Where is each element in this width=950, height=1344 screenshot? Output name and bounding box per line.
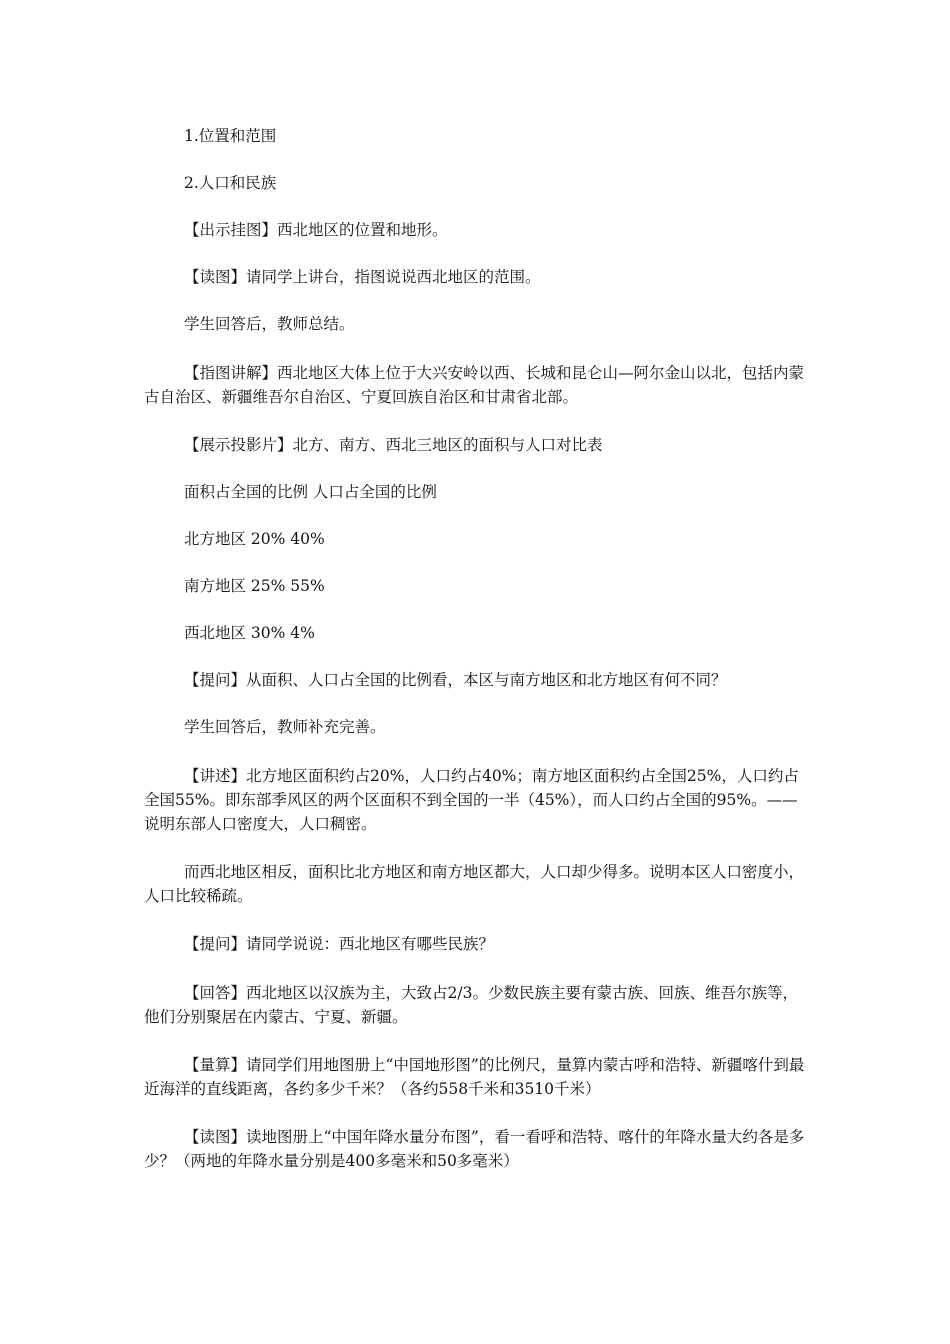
paragraph-show-slide: 【展示投影片】北方、南方、西北三地区的面积与人口对比表: [184, 436, 603, 454]
paragraph-narration-density: 【讲述】北方地区面积约占20%，人口约占40%；南方地区面积约占全国25%，人口约占全国55%。即东部季风区的两个区面积不到全国的一半（45%），而人口约占全国的95%。——说明东部人口密度大，人口稠密。: [144, 767, 799, 833]
table-header-line: 面积占全国的比例 人口占全国的比例: [184, 483, 437, 501]
heading-population-ethnicity: 2.人口和民族: [184, 174, 277, 192]
paragraph-teacher-summary: 学生回答后，教师总结。: [184, 315, 355, 333]
paragraph-answer-ethnicity: 【回答】西北地区以汉族为主，大致占2/3。少数民族主要有蒙古族、回族、维吾尔族等，他们分别聚居在内蒙古、宁夏、新疆。: [144, 984, 798, 1026]
paragraph-question-comparison: 【提问】从面积、人口占全国的比例看，本区与南方地区和北方地区有何不同？: [184, 671, 727, 689]
paragraph-northwest-contrast: 而西北地区相反，面积比北方地区和南方地区都大，人口却少得多。说明本区人口密度小，人口比较稀疏。: [144, 863, 805, 905]
paragraph-map-explanation: 【指图讲解】西北地区大体上位于大兴安岭以西、长城和昆仑山—阿尔金山以北，包括内蒙古自治区、新疆维吾尔自治区、宁夏回族自治区和甘肃省北部。: [144, 364, 805, 406]
paragraph-teacher-supplement: 学生回答后，教师补充完善。: [184, 718, 386, 736]
paragraph-read-map: 【读图】请同学上讲台，指图说说西北地区的范围。: [184, 268, 541, 286]
table-row-northwest: 西北地区 30% 4%: [184, 624, 315, 642]
paragraph-read-precipitation-map: 【读图】读地图册上“中国年降水量分布图”，看一看呼和浩特、喀什的年降水量大约各是多少？（两地的年降水量分别是400多毫米和50多毫米）: [144, 1128, 805, 1170]
paragraph-show-map: 【出示挂图】西北地区的位置和地形。: [184, 221, 448, 239]
heading-location-scope: 1.位置和范围: [184, 127, 277, 145]
paragraph-measurement: 【量算】请同学们用地图册上“中国地形图”的比例尺，量算内蒙古呼和浩特、新疆喀什到最近海洋的直线距离，各约多少千米？（各约558千米和3510千米）: [144, 1056, 805, 1098]
table-row-north: 北方地区 20% 40%: [184, 530, 325, 548]
paragraph-question-ethnicity: 【提问】请同学说说：西北地区有哪些民族？: [184, 935, 495, 953]
table-row-south: 南方地区 25% 55%: [184, 577, 325, 595]
